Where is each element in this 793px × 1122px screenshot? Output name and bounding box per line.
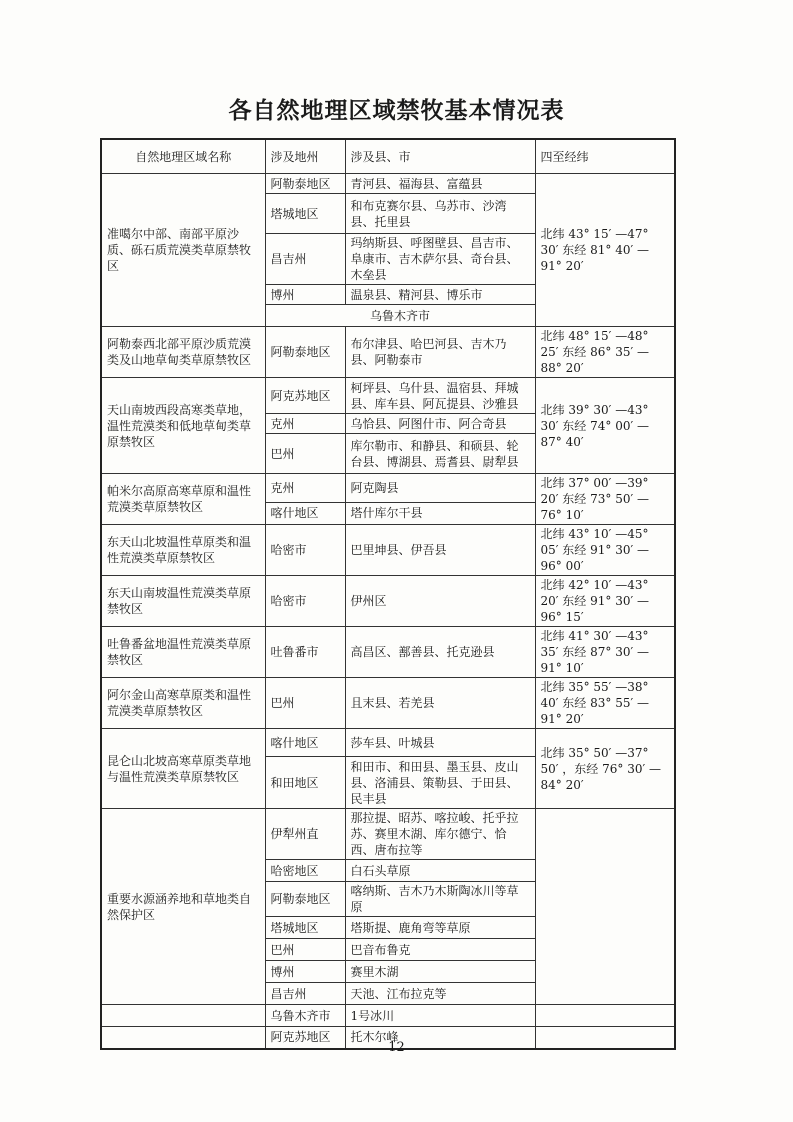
counties-cell: 和田市、和田县、墨玉县、皮山县、洛浦县、策勒县、于田县、民丰县 — [345, 757, 535, 809]
coords-cell: 北纬 41° 30′ —43° 35′ 东经 87° 30′ —91° 10′ — [535, 627, 675, 678]
prefecture-cell: 阿克苏地区 — [265, 1027, 345, 1049]
region-name: 准噶尔中部、南部平原沙质、砾石质荒漠类草原禁牧区 — [101, 174, 265, 327]
coords-cell: 北纬 35° 50′ —37° 50′ ，东经 76° 30′ —84° 20′ — [535, 729, 675, 809]
header-prefecture: 涉及地州 — [265, 139, 345, 174]
counties-cell: 玛纳斯县、呼图壁县、昌吉市、阜康市、吉木萨尔县、奇台县、木垒县 — [345, 234, 535, 285]
coords-cell: 北纬 39° 30′ —43° 30′ 东经 74° 00′ —87° 40′ — [535, 378, 675, 474]
coords-cell: 北纬 43° 10′ —45° 05′ 东经 91° 30′ —96° 00′ — [535, 525, 675, 576]
region-name: 东天山北坡温性草原类和温性荒漠类草原禁牧区 — [101, 525, 265, 576]
prefecture-cell: 巴州 — [265, 434, 345, 474]
counties-cell: 高昌区、鄯善县、托克逊县 — [345, 627, 535, 678]
table-row — [101, 809, 675, 860]
prefecture-cell: 塔城地区 — [265, 917, 345, 939]
prefecture-cell: 克州 — [265, 474, 345, 503]
prefecture-cell: 巴州 — [265, 939, 345, 961]
table-row — [101, 627, 675, 678]
prefecture-cell: 哈密市 — [265, 525, 345, 576]
counties-cell: 且末县、若羌县 — [345, 678, 535, 729]
counties-cell: 白石头草原 — [345, 860, 535, 882]
counties-cell: 乌恰县、阿图什市、阿合奇县 — [345, 414, 535, 434]
counties-cell: 1号冰川 — [345, 1005, 535, 1027]
prefecture-cell: 塔城地区 — [265, 194, 345, 234]
coords-cell: 北纬 48° 15′ —48° 25′ 东经 86° 35′ —88° 20′ — [535, 327, 675, 378]
prefecture-cell: 阿勒泰地区 — [265, 327, 345, 378]
counties-cell: 赛里木湖 — [345, 961, 535, 983]
counties-cell: 塔斯提、鹿角弯等草原 — [345, 917, 535, 939]
prefecture-cell: 巴州 — [265, 678, 345, 729]
prefecture-cell: 阿勒泰地区 — [265, 882, 345, 917]
table-header-row — [101, 139, 675, 174]
prefecture-cell: 伊犁州直 — [265, 809, 345, 860]
prefecture-cell: 阿克苏地区 — [265, 378, 345, 414]
counties-cell: 青河县、福海县、富蕴县 — [345, 174, 535, 194]
empty-region-cell — [101, 1005, 265, 1027]
prefecture-cell: 吐鲁番市 — [265, 627, 345, 678]
table-row — [101, 1005, 675, 1027]
prefecture-cell: 喀什地区 — [265, 502, 345, 524]
region-name: 阿尔金山高寒草原类和温性荒漠类草原禁牧区 — [101, 678, 265, 729]
counties-cell: 布尔津县、哈巴河县、吉木乃县、阿勒泰市 — [345, 327, 535, 378]
table-row — [101, 174, 675, 194]
region-name: 天山南坡西段高寒类草地，温性荒漠类和低地草甸类草原禁牧区 — [101, 378, 265, 474]
prefecture-cell: 和田地区 — [265, 757, 345, 809]
coords-cell: 北纬 35° 55′ —38° 40′ 东经 83° 55′ —91° 20′ — [535, 678, 675, 729]
counties-cell: 那拉提、昭苏、喀拉峻、托乎拉苏、赛里木湖、库尔德宁、恰西、唐布拉等 — [345, 809, 535, 860]
table-row — [101, 678, 675, 729]
empty-coords-cell — [535, 1005, 675, 1027]
prefecture-cell: 乌鲁木齐市 — [265, 1005, 345, 1027]
prefecture-cell: 博州 — [265, 961, 345, 983]
table-row — [101, 525, 675, 576]
counties-cell: 库尔勒市、和静县、和硕县、轮台县、博湖县、焉耆县、尉犁县 — [345, 434, 535, 474]
prefecture-cell: 哈密地区 — [265, 860, 345, 882]
table-row — [101, 474, 675, 503]
header-coords: 四至经纬 — [535, 139, 675, 174]
prefecture-cell: 昌吉州 — [265, 983, 345, 1005]
coords-cell: 北纬 43° 15′ —47° 30′ 东经 81° 40′ —91° 20′ — [535, 174, 675, 327]
region-name: 帕米尔高原高寒草原和温性荒漠类草原禁牧区 — [101, 474, 265, 525]
counties-cell: 托木尔峰 — [345, 1027, 535, 1049]
counties-cell: 阿克陶县 — [345, 474, 535, 503]
prefecture-cell: 克州 — [265, 414, 345, 434]
coords-cell — [535, 809, 675, 1005]
prefecture-cell: 阿勒泰地区 — [265, 174, 345, 194]
counties-cell: 塔什库尔干县 — [345, 502, 535, 524]
table-row — [101, 576, 675, 627]
counties-cell: 巴里坤县、伊吾县 — [345, 525, 535, 576]
counties-cell: 喀纳斯、吉木乃木斯陶冰川等草原 — [345, 882, 535, 917]
region-name: 吐鲁番盆地温性荒漠类草原禁牧区 — [101, 627, 265, 678]
region-name: 昆仑山北坡高寒草原类草地与温性荒漠类草原禁牧区 — [101, 729, 265, 809]
coords-cell: 北纬 42° 10′ —43° 20′ 东经 91° 30′ —96° 15′ — [535, 576, 675, 627]
counties-cell: 柯坪县、乌什县、温宿县、拜城县、库车县、阿瓦提县、沙雅县 — [345, 378, 535, 414]
header-region: 自然地理区域名称 — [101, 139, 265, 174]
counties-cell: 温泉县、精河县、博乐市 — [345, 285, 535, 305]
coords-cell: 北纬 37° 00′ —39° 20′ 东经 73° 50′ —76° 10′ — [535, 474, 675, 525]
grazing-ban-table — [100, 138, 676, 1050]
counties-cell: 巴音布鲁克 — [345, 939, 535, 961]
table-row — [101, 327, 675, 378]
page-title: 各自然地理区域禁牧基本情况表 — [228, 98, 565, 124]
table-row — [101, 729, 675, 757]
table-row — [101, 378, 675, 414]
counties-cell: 莎车县、叶城县 — [345, 729, 535, 757]
counties-cell: 和布克赛尔县、乌苏市、沙湾县、托里县 — [345, 194, 535, 234]
region-name: 重要水源涵养地和草地类自然保护区 — [101, 809, 265, 1005]
page-number: 12 — [388, 1040, 405, 1055]
region-name: 东天山南坡温性荒漠类草原禁牧区 — [101, 576, 265, 627]
prefecture-cell: 哈密市 — [265, 576, 345, 627]
counties-cell: 天池、江布拉克等 — [345, 983, 535, 1005]
prefecture-cell: 博州 — [265, 285, 345, 305]
prefecture-cell: 喀什地区 — [265, 729, 345, 757]
prefecture-cell: 昌吉州 — [265, 234, 345, 285]
counties-cell: 伊州区 — [345, 576, 535, 627]
merged-city-cell: 乌鲁木齐市 — [265, 305, 535, 327]
region-name: 阿勒泰西北部平原沙质荒漠类及山地草甸类草原禁牧区 — [101, 327, 265, 378]
header-counties: 涉及县、市 — [345, 139, 535, 174]
